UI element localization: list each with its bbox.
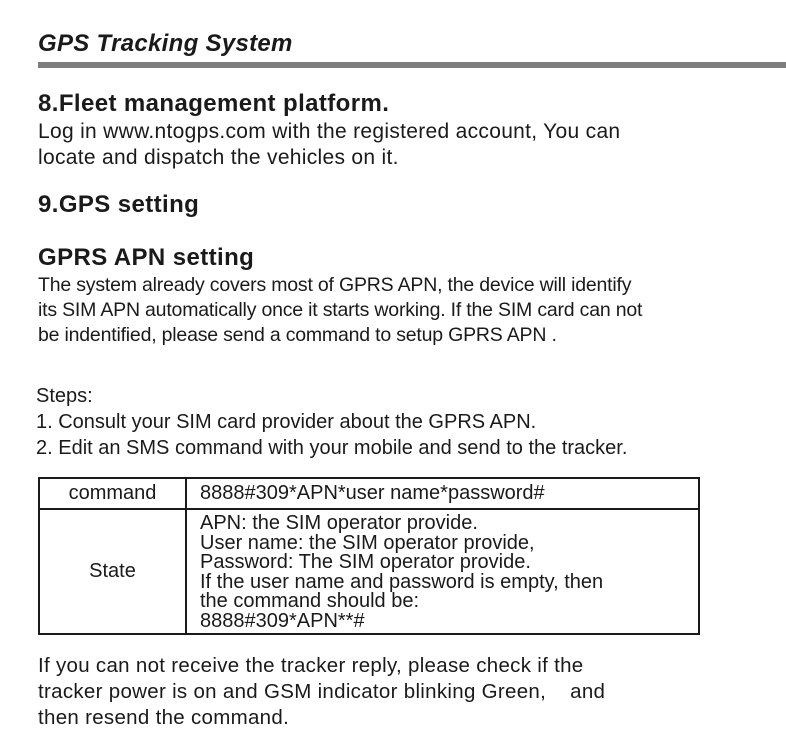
state-value <box>186 509 699 634</box>
step-item: 1. Consult your SIM card provider about the GPRS APN. <box>36 411 537 433</box>
section-8-heading: 8.Fleet management platform. <box>38 90 390 117</box>
section-8-line: Log in www.ntogps.com with the registered account, You can <box>38 120 621 143</box>
footer-line: If you can not receive the tracker reply, please check if the <box>38 654 584 677</box>
apn-line: be indentified, please send a command to setup GPRS APN . <box>38 324 557 346</box>
apn-text <box>38 273 642 348</box>
section-9-heading: 9.GPS setting <box>38 191 200 218</box>
state-line: the command should be: <box>200 590 420 612</box>
apn-heading: GPRS APN setting <box>38 244 255 271</box>
state-line: User name: the SIM operator provide, <box>200 531 535 554</box>
section-8-line: locate and dispatch the vehicles on it. <box>38 146 399 169</box>
state-line: 8888#309*APN**# <box>200 609 365 632</box>
steps-block <box>36 383 627 461</box>
header-title: GPS Tracking System <box>38 30 293 57</box>
footer-line: tracker power is on and GSM indicator blinking Green, and <box>38 680 606 703</box>
section-8-text <box>38 119 620 171</box>
footer-text <box>38 653 605 731</box>
command-table <box>38 477 700 635</box>
footer-line: then resend the command. <box>38 706 290 729</box>
steps-title: Steps: <box>36 385 93 407</box>
state-label: State <box>39 509 186 634</box>
apn-line: its SIM APN automatically once it starts working. If the SIM card can not <box>38 299 643 321</box>
state-line: If the user name and password is empty, then <box>200 570 604 593</box>
state-line: APN: the SIM operator provide. <box>200 512 478 534</box>
command-label: command <box>39 478 186 509</box>
apn-line: The system already covers most of GPRS APN, the device will identify <box>38 274 632 296</box>
header-rule <box>38 62 786 68</box>
command-value: 8888#309*APN*user name*password# <box>186 478 699 509</box>
state-row <box>39 509 699 634</box>
state-line: Password: The SIM operator provide. <box>200 551 531 573</box>
command-row <box>39 478 699 509</box>
step-item: 2. Edit an SMS command with your mobile and send to the tracker. <box>36 437 628 459</box>
